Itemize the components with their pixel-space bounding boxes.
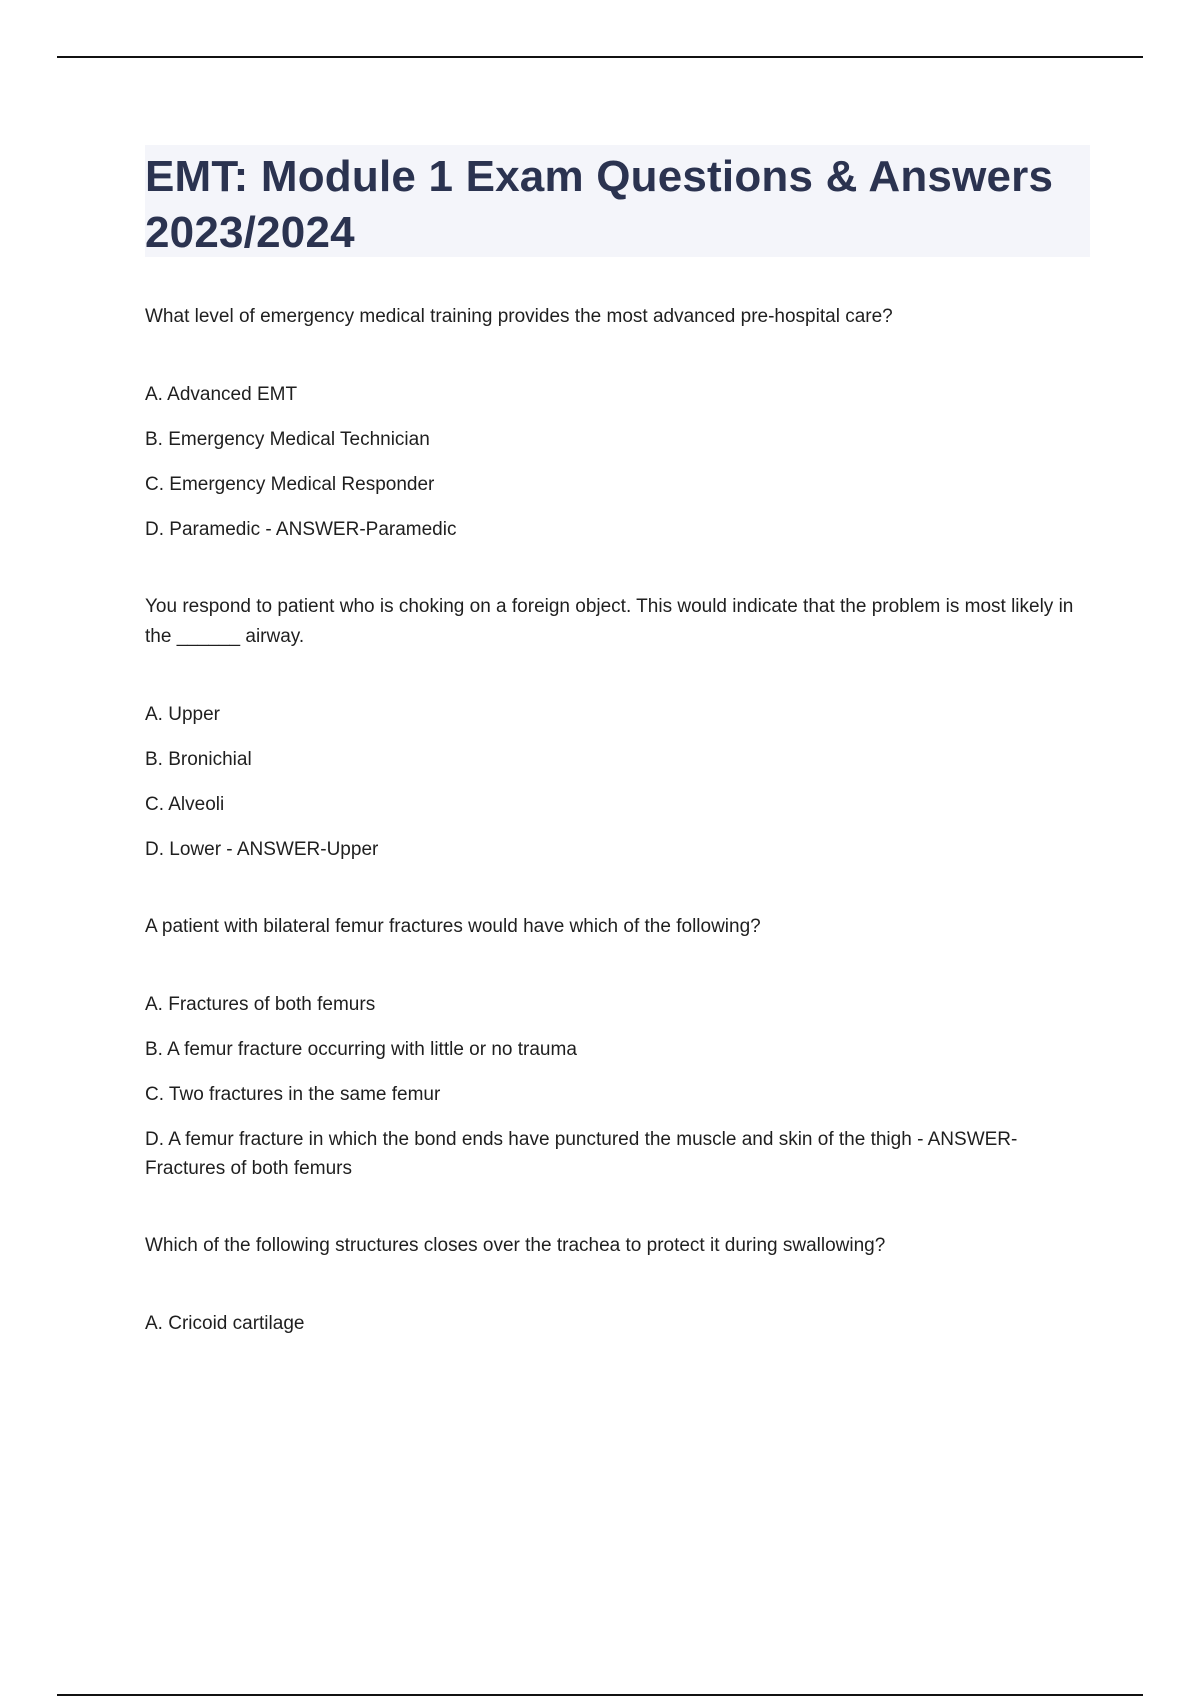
title-banner (145, 145, 1090, 257)
question-text: A patient with bilateral femur fractures would have which of the following? (145, 916, 761, 937)
option-item: C. Emergency Medical Responder (145, 474, 435, 495)
question-list (145, 302, 1085, 1354)
question-text: What level of emergency medical training provides the most advanced pre-hospital care? (145, 306, 893, 327)
option-item: A. Fractures of both femurs (145, 994, 376, 1015)
question-block (145, 912, 1085, 1183)
question-block (145, 592, 1085, 864)
question-text: You respond to patient who is choking on a foreign object. This would indicate that the problem is most likely in the ______ airway. (145, 596, 1074, 647)
option-item: C. Two fractures in the same femur (145, 1084, 441, 1105)
option-item: B. Bronichial (145, 749, 252, 770)
question-block (145, 302, 1085, 544)
top-rule (57, 56, 1143, 58)
option-list (145, 380, 1085, 544)
page-title: EMT: Module 1 Exam Questions & Answers 2023/2024 (145, 152, 1054, 257)
bottom-rule (57, 1694, 1143, 1696)
option-list (145, 1309, 1085, 1338)
option-list (145, 700, 1085, 864)
option-item: B. A femur fracture occurring with little or no trauma (145, 1039, 577, 1060)
option-item: A. Advanced EMT (145, 384, 298, 405)
question-block (145, 1231, 1085, 1338)
option-item: D. A femur fracture in which the bond ends have punctured the muscle and skin of the thigh - ANSWER-Fractures of both femurs (145, 1129, 1018, 1179)
option-item: D. Paramedic - ANSWER-Paramedic (145, 519, 457, 540)
option-item: A. Upper (145, 704, 220, 725)
question-text: Which of the following structures closes over the trachea to protect it during swallowing? (145, 1235, 886, 1256)
option-list (145, 990, 1085, 1183)
option-item: C. Alveoli (145, 794, 225, 815)
option-item: B. Emergency Medical Technician (145, 429, 430, 450)
option-item: A. Cricoid cartilage (145, 1313, 305, 1334)
option-item: D. Lower - ANSWER-Upper (145, 839, 379, 860)
